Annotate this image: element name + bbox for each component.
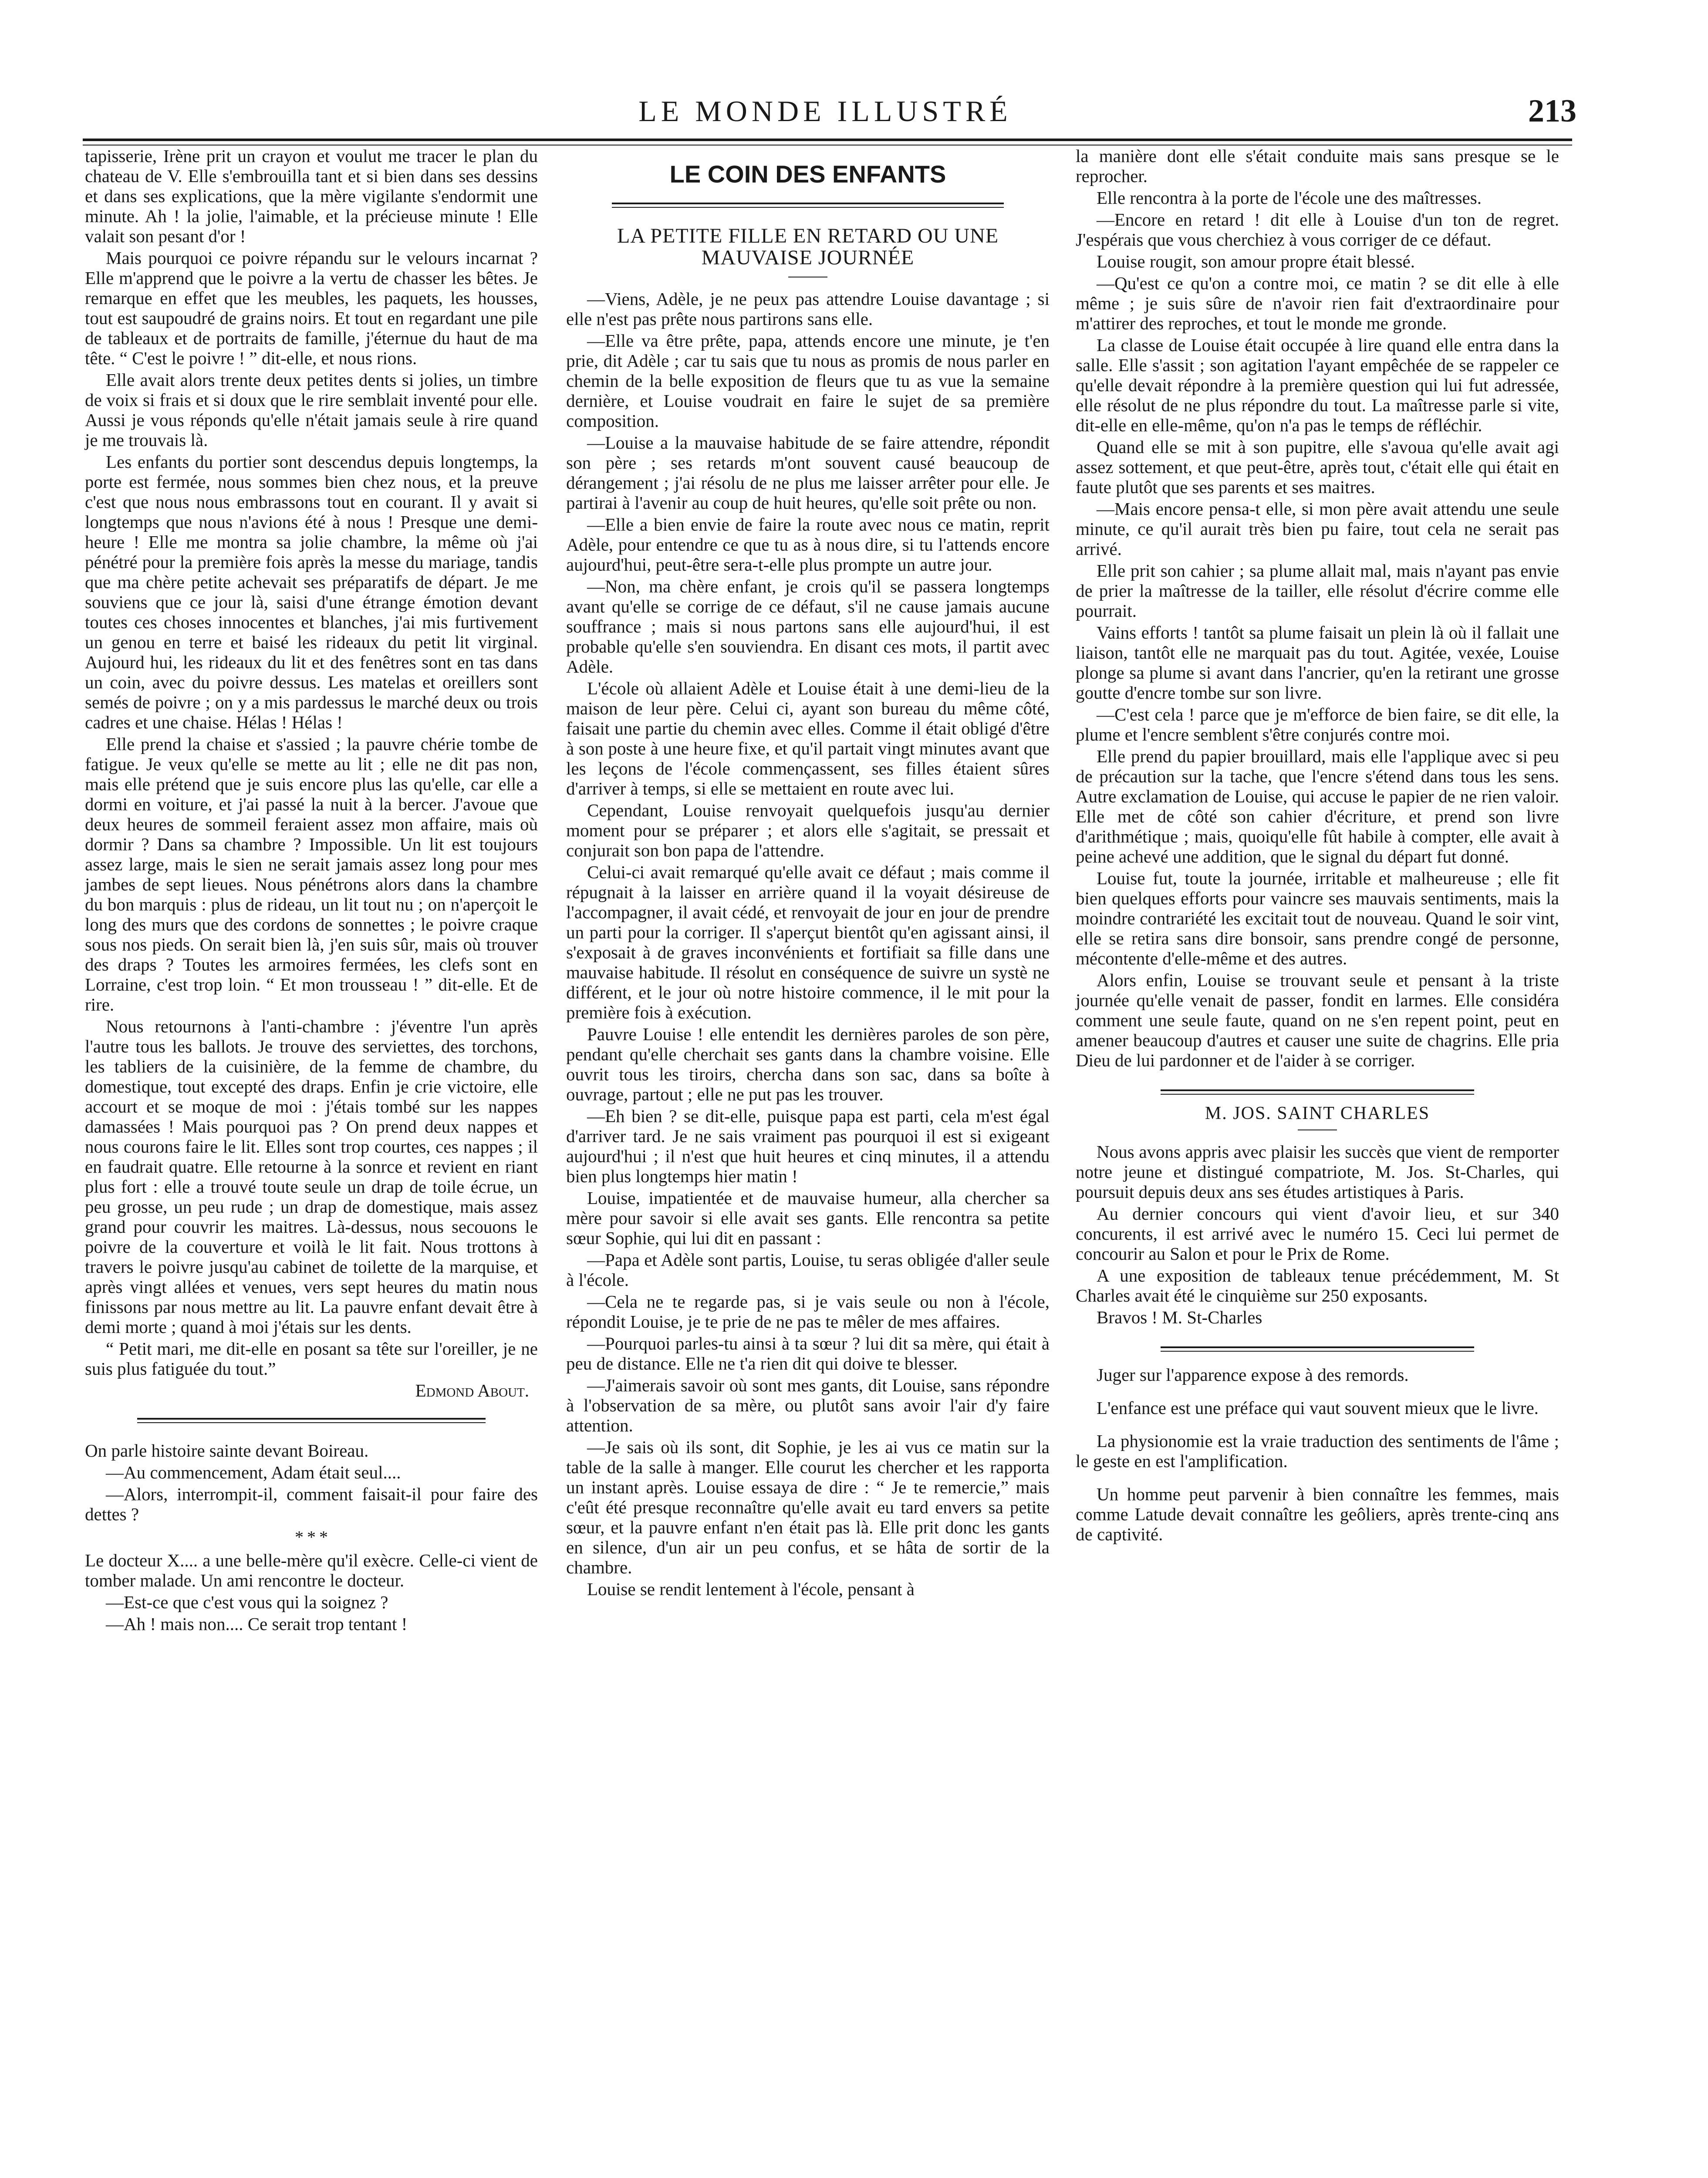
paragraph: Louise se rendit lentement à l'école, pensant à	[587, 1579, 915, 1599]
paragraph: L'école où allaient Adèle et Louise était à une demi-lieu de la maison de leur père. Celui ci, ayant son bureau du même côté, faisait une partie du chemin avec elles. Comme il était obligé d'être à son poste à une heure fixe, et qu'il partait vingt minutes avant que les leçons de l'école commençassent, ses filles étaient sûres d'arriver à temps, si elle se mettaient en route avec lui.	[566, 678, 1050, 798]
anecdote-line: —Au commencement, Adam était seul....	[106, 1462, 401, 1482]
column-1	[85, 146, 538, 1636]
paragraph: —Je sais où ils sont, dit Sophie, je les ai vus ce matin sur la table de la salle à manger. Elle courut les chercher et les rapporta un instant après. Louise essaya de dire : “ Je te remercie,” mais c'eût été presque reconnaître qu'elle avait eu tard envers sa petite sœur, et la pauvre enfant n'en était pas là. Elle prit donc les gants en silence, d'un air un peu confus, et se hâta de sortir de la chambre.	[566, 1437, 1050, 1577]
maxim: La physionomie est la vraie traduction des sentiments de l'âme ; le geste en est l'amplification.	[1076, 1431, 1559, 1471]
paragraph: “ Petit mari, me dit-elle en posant sa tête sur l'oreiller, je ne suis plus fatiguée du tout.”	[85, 1339, 538, 1379]
paragraph: Elle prend la chaise et s'assied ; la pauvre chérie tombe de fatigue. Je veux qu'elle se mette au lit ; elle ne dit pas non, mais elle prétend que je suis encore plus las qu'elle, car elle a dormi en voiture, et j'ai passé la nuit à la bercer. J'avoue que deux heures de sommeil feraient assez mon affaire, mais où dormir ? Dans sa chambre ? Impossible. Un lit est toujours assez large, mais le sien ne serait jamais assez long pour mes jambes de sept lieues. Nous pénétrons alors dans la chambre du bon marquis : plus de rideau, un lit tout nu ; on n'aperçoit le long des murs que des cordons de sonnettes ; le poivre craque sous nos pieds. On serait bien là, j'en suis sûr, mais où trouver des draps ? Toutes les armoires fermées, les clefs sont en Lorraine, c'est trop loin. “ Et mon trousseau ! ” dit-elle. Et de rire.	[85, 734, 538, 1015]
page-number: 213	[1528, 93, 1576, 129]
anecdote-line: Le docteur X.... a une belle-mère qu'il exècre. Celle-ci vient de tomber malade. Un ami rencontre le docteur.	[85, 1550, 538, 1590]
paragraph: Louise rougit, son amour propre était blessé.	[1097, 251, 1415, 271]
asterism: * * *	[294, 1527, 328, 1547]
paragraph: —Encore en retard ! dit elle à Louise d'un ton de regret. J'espérais que vous cherchiez à vous corriger de ce défaut.	[1076, 210, 1559, 250]
paragraph: Elle prit son cahier ; sa plume allait mal, mais n'ayant pas envie de prier la maîtresse de la tailler, elle résolut d'écrire comme elle pourrait.	[1076, 561, 1559, 621]
maxim: Juger sur l'apparence expose à des remords.	[1097, 1365, 1409, 1385]
anecdote-line: —Alors, interrompit-il, comment faisait-il pour faire des dettes ?	[85, 1484, 538, 1524]
column-3	[1076, 146, 1559, 1546]
paragraph: Cependant, Louise renvoyait quelquefois jusqu'au dernier moment pour se préparer ; et alors elle s'agitait, se pressait et conjurait son bon papa de l'attendre.	[566, 800, 1050, 860]
paragraph: —C'est cela ! parce que je m'efforce de bien faire, se dit elle, la plume et l'encre semblent s'être conjurés contre moi.	[1076, 704, 1559, 744]
paragraph: Vains efforts ! tantôt sa plume faisait un plein là où il fallait une liaison, tantôt elle ne marquait pas du tout. Agitée, vexée, Louise plonge sa plume si avant dans l'ancrier, qu'en la retirant une grosse goutte d'encre tombe sur son livre.	[1076, 622, 1559, 703]
separator-rule-thin	[1161, 1094, 1474, 1095]
paragraph: Les enfants du portier sont descendus depuis longtemps, la porte est fermée, nous sommes bien chez nous, et la preuve c'est que nous nous embrassons tout en courant. Il y avait si longtemps que nous n'avions été à nous ! Presque une demi-heure ! Elle me montra sa jolie chambre, la même où j'ai pénétré pour la première fois après la messe du mariage, tandis que ma chère petite achevait ses préparatifs de départ. Je me souviens que ce jour là, saisi d'une étrange émotion devant toutes ces choses innocentes et blanches, j'ai mis furtivement un genou en terre et baisé les rideaux du petit lit virginal. Aujourd hui, les rideaux du lit et des fenêtres sont en tas dans un coin, avec du poivre dessus. Les matelas et oreillers sont semés de poivre ; on y a mis pardessus le marché deux ou trois cadres et une chaise. Hélas ! Hélas !	[85, 452, 538, 732]
paragraph: Louise, impatientée et de mauvaise humeur, alla chercher sa mère pour savoir si elle avait ses gants. Elle rencontra sa petite sœur Sophie, qui lui dit en passant :	[566, 1188, 1050, 1248]
separator-rule	[1161, 1089, 1474, 1091]
paragraph: —Viens, Adèle, je ne peux pas attendre Louise davantage ; si elle n'est pas prête nous partirons sans elle.	[566, 289, 1050, 329]
paragraph: —Pourquoi parles-tu ainsi à ta sœur ? lui dit sa mère, qui était à peu de distance. Elle ne t'a rien dit qui doive te blesser.	[566, 1333, 1050, 1373]
paragraph: Nous retournons à l'anti-chambre : j'éventre l'un après l'autre tous les ballots. Je trouve des serviettes, des torchons, les tabliers de la cuisinière, de la femme de chambre, du domestique, tout excepté des draps. Enfin je crie victoire, elle accourt et se moque de moi : j'étais tombé sur les nappes damassées ! Mais pourquoi pas ? On prend deux nappes et nous courons faire le lit. Elles sont trop courtes, ces nappes ; il en faudrait quatre. Elle retourne à la sonrce et revient en riant plus fort : elle a trouvé toute seule un drap de toile écrue, un peu grosse, un peu rude ; un drap de domestique, mais assez grand pour couvrir les maitres. Là-dessus, nous secouons le poivre de la couverture et voilà le lit fait. Nous trottons à travers le poivre jusqu'au cabinet de toilette de la marquise, et après vingt allées et venues, vers sept heures du matin nous finissons par nous mettre au lit. La pauvre enfant devait être à demi morte ; quand à moi j'étais sur les dents.	[85, 1016, 538, 1337]
paragraph: La classe de Louise était occupée à lire quand elle entra dans la salle. Elle s'assit ; son agitation l'ayant empêchée de se rappeler ce qu'elle devait répondre à la première question qui lui fut adressée, elle résolut de ne plus répondre du tout. La maîtresse parle si vite, dit-elle en elle-même, qu'on n'a pas le temps de réfléchir.	[1076, 335, 1559, 435]
author-signature: Edmond About.	[415, 1380, 529, 1400]
maxim: L'enfance est une préface qui vaut souvent mieux que le livre.	[1097, 1398, 1539, 1418]
paragraph: —Non, ma chère enfant, je crois qu'il se passera longtemps avant qu'elle se corrige de ce défaut, s'il ne cause jamais aucune souffrance ; mais si nous partons sans elle aujourd'hui, il est probable qu'elle s'en souviendra. En disant ces mots, il partit avec Adèle.	[566, 576, 1050, 676]
paragraph: —Eh bien ? se dit-elle, puisque papa est parti, cela m'est égal d'arriver tard. Je ne sais vraiment pas pourquoi il est si exigeant aujourd'hui ; il n'est que huit heures et cinq minutes, il a attendu bien plus longtemps hier matin !	[566, 1106, 1050, 1186]
paragraph: Mais pourquoi ce poivre répandu sur le velours incarnat ? Elle m'apprend que le poivre a la vertu de chasser les bêtes. Je remarque en effet que les meubles, les paquets, les housses, tout est saupoudré de grains noirs. Et tout en regardant une pile de tableaux et de portraits de famille, j'éternue du haut de ma tête. “ C'est le poivre ! ” dit-elle, et nous rions.	[85, 248, 538, 368]
anecdote-line: —Ah ! mais non.... Ce serait trop tentant !	[106, 1614, 408, 1634]
paragraph: Bravos ! M. St-Charles	[1097, 1307, 1262, 1327]
paragraph: —J'aimerais savoir où sont mes gants, dit Louise, sans répondre à l'observation de sa mère, ou plutôt sans avoir l'air d'y faire attention.	[566, 1375, 1050, 1435]
paragraph: Celui-ci avait remarqué qu'elle avait ce défaut ; mais comme il répugnait à la laisser en arrière quand il la voyait désireuse de l'accompagner, il avait cédé, et renvoyait de jour en jour de prendre un parti pour la corriger. Il s'aperçut bientôt qu'en agissant ainsi, il s'exposait à de graves inconvénients et fortifiait sa fille dans une mauvaise habitude. Il résolut en conséquence de suivre un systè ne différent, et le jour où notre histoire commence, il le mit pour la première fois à exécution.	[566, 862, 1050, 1022]
story-title: LA PETITE FILLE EN RETARD OU UNE MAUVAISE JOURNÉE	[617, 224, 999, 269]
paragraph: la manière dont elle s'était conduite mais sans presque se le reprocher.	[1076, 146, 1559, 186]
section-title: LE COIN DES ENFANTS	[669, 160, 946, 188]
paragraph: Louise fut, toute la journée, irritable et malheureuse ; elle fit bien quelques efforts pour vaincre ses mauvais sentiments, mais la moindre contrariété les excitait tout de nouveau. Quand le soir vint, elle se retira sans dire bonsoir, sans prendre congé de personne, mécontente d'elle-même et des autres.	[1076, 868, 1559, 968]
anecdote-line: —Est-ce que c'est vous qui la soignez ?	[106, 1592, 388, 1612]
maxim: Un homme peut parvenir à bien connaître les femmes, mais comme Latude devait connaître les geôliers, après trente-cinq ans de captivité.	[1076, 1484, 1559, 1544]
masthead	[83, 91, 1576, 144]
paragraph: Quand elle se mit à son pupitre, elle s'avoua qu'elle avait agi assez sottement, et que peut-être, après tout, c'était elle qui était en faute plutôt que ses parents et ses maitres.	[1076, 437, 1559, 497]
separator-rule	[137, 1418, 486, 1420]
paragraph: Au dernier concours qui vient d'avoir lieu, et sur 340 concurents, il est arrivé avec le numéro 15. Ceci lui permet de concourir au Salon et pour le Prix de Rome.	[1076, 1204, 1559, 1264]
paragraph: Elle prend du papier brouillard, mais elle l'applique avec si peu de précaution sur la tache, que l'encre s'étend dans tous les sens. Autre exclamation de Louise, qui accuse le papier de ne rien valoir. Elle met de côté son cahier d'écriture, et prend son livre d'arithmétique ; mais, quoiqu'elle fût habile à compter, elle avait à peine achevé une addition, que le signal du départ fut donné.	[1076, 746, 1559, 866]
anecdote-line: On parle histoire sainte devant Boireau.	[85, 1441, 369, 1461]
paragraph: Pauvre Louise ! elle entendit les dernières paroles de son père, pendant qu'elle cherchait ses gants dans la chambre voisine. Elle ouvrit tous les tiroirs, chercha dans son sac, dans sa boîte à ouvrage, partout ; elle ne put pas les trouver.	[566, 1024, 1050, 1104]
section-rule	[612, 203, 1004, 204]
journal-title: LE MONDE ILLUSTRÉ	[638, 95, 1012, 128]
paragraph: Elle rencontra à la porte de l'école une des maîtresses.	[1097, 188, 1482, 208]
paragraph: —Elle a bien envie de faire la route avec nous ce matin, reprit Adèle, pour entendre ce que tu as à nous dire, si tu l'attends encore aujourd'hui, peut-être sera-t-elle plus prompte un autre jour.	[566, 514, 1050, 575]
paragraph: Nous avons appris avec plaisir les succès que vient de remporter notre jeune et distingué compatriote, M. Jos. St-Charles, qui poursuit depuis deux ans ses études artistiques à Paris.	[1076, 1142, 1559, 1202]
paragraph: —Cela ne te regarde pas, si je vais seule ou non à l'école, répondit Louise, je te prie de ne pas te mêler de mes affaires.	[566, 1292, 1050, 1332]
separator-rule	[1161, 1346, 1474, 1348]
paragraph: —Louise a la mauvaise habitude de se faire attendre, répondit son père ; ses retards m'ont souvent causé beaucoup de dérangement ; j'ai résolu de ne plus me laisser arrêter pour elle. Je partirai à l'avenir au coup de huit heures, qu'elle soit prête ou non.	[566, 433, 1050, 513]
section-rule-thin	[612, 207, 1004, 208]
paragraph: Alors enfin, Louise se trouvant seule et pensant à la triste journée qu'elle venait de passer, fondit en larmes. Elle considéra comment une seule faute, quand on ne s'en repent point, peut en amener beaucoup d'autres et causer une suite de chagrins. Elle pria Dieu de lui pardonner et de l'aider à se corriger.	[1076, 970, 1559, 1070]
notice-title: M. JOS. SAINT CHARLES	[1205, 1103, 1430, 1123]
separator-rule-thin	[1161, 1351, 1474, 1352]
paragraph: Elle avait alors trente deux petites dents si jolies, un timbre de voix si frais et si doux que le rire semblait inventé pour elle. Aussi je vous réponds qu'elle n'était jamais seule à rire quand je me trouvais là.	[85, 370, 538, 450]
paragraph: —Elle va être prête, papa, attends encore une minute, je t'en prie, dit Adèle ; car tu sais que tu nous as promis de nous parler en chemin de la belle exposition de fleurs que tu as vue la semaine dernière, et Louise voudrait en faire le sujet de sa première composition.	[566, 331, 1050, 431]
paragraph: A une exposition de tableaux tenue précédemment, M. St Charles avait été le cinquième sur 250 exposants.	[1076, 1265, 1559, 1305]
paragraph: —Papa et Adèle sont partis, Louise, tu seras obligée d'aller seule à l'école.	[566, 1250, 1050, 1290]
paragraph: tapisserie, Irène prit un crayon et voulut me tracer le plan du chateau de V. Elle s'embrouilla tant et si bien dans ses dessins et dans ses explications, que la mère vigilante s'endormit une minute. Ah ! la jolie, l'aimable, et la précieuse minute ! Elle valait son pesant d'or !	[85, 146, 538, 246]
header-rule	[83, 139, 1572, 141]
paragraph: —Qu'est ce qu'on a contre moi, ce matin ? se dit elle à elle même ; je suis sûre de n'avoir rien fait d'extraordinaire pour m'attirer des reproches, et tout le monde me gronde.	[1076, 273, 1559, 333]
paragraph: —Mais encore pensa-t elle, si mon père avait attendu une seule minute, ce qu'il aurait très bien pu faire, tout cela ne serait pas arrivé.	[1076, 499, 1559, 559]
column-2	[566, 146, 1050, 1601]
